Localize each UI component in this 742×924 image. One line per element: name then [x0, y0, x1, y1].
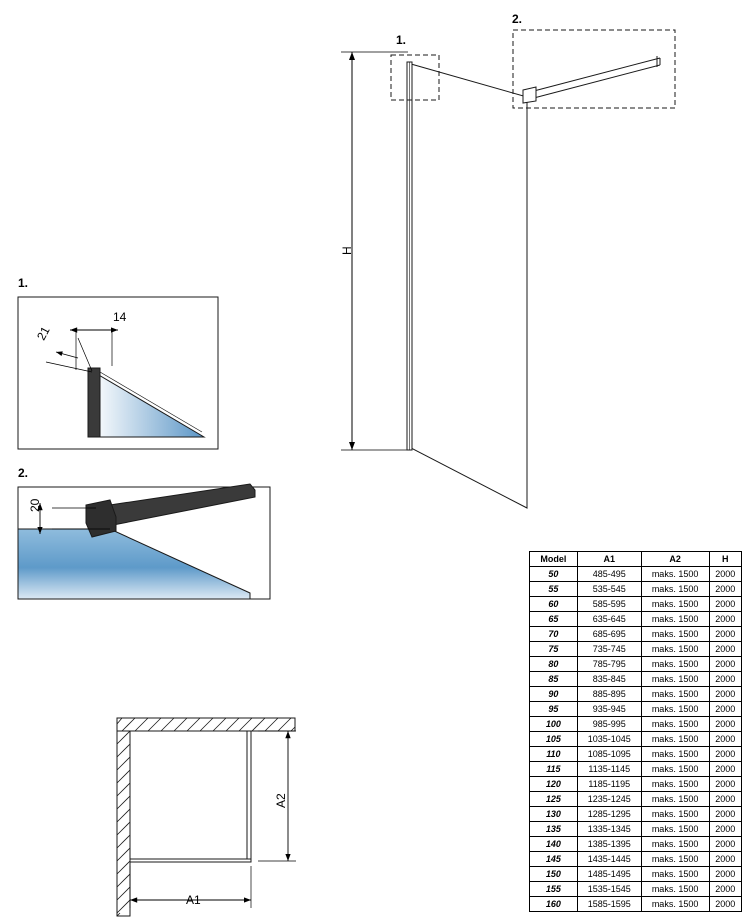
table-cell-h: 2000	[709, 747, 742, 762]
table-cell-a1: 535-545	[577, 582, 641, 597]
table-cell-h: 2000	[709, 702, 742, 717]
table-cell-a1: 835-845	[577, 672, 641, 687]
table-cell-a2: maks. 1500	[641, 612, 709, 627]
table-row	[530, 792, 742, 807]
table-cell-a1: 985-995	[577, 717, 641, 732]
table-cell-a2: maks. 1500	[641, 792, 709, 807]
table-row	[530, 762, 742, 777]
table-cell-a1: 1535-1545	[577, 882, 641, 897]
table-row	[530, 867, 742, 882]
table-cell-model: 75	[530, 642, 578, 657]
table-cell-model: 70	[530, 627, 578, 642]
table-cell-h: 2000	[709, 627, 742, 642]
table-cell-a1: 785-795	[577, 657, 641, 672]
dimension-label-20: 20	[28, 498, 42, 512]
table-cell-model: 130	[530, 807, 578, 822]
table-row	[530, 897, 742, 912]
table-cell-model: 110	[530, 747, 578, 762]
table-row	[530, 777, 742, 792]
table-cell-a1: 1385-1395	[577, 837, 641, 852]
table-cell-model: 90	[530, 687, 578, 702]
table-cell-a2: maks. 1500	[641, 732, 709, 747]
table-cell-a2: maks. 1500	[641, 807, 709, 822]
table-cell-a2: maks. 1500	[641, 657, 709, 672]
table-cell-model: 140	[530, 837, 578, 852]
table-cell-h: 2000	[709, 792, 742, 807]
table-cell-a1: 1235-1245	[577, 792, 641, 807]
table-row	[530, 852, 742, 867]
table-cell-model: 95	[530, 702, 578, 717]
table-cell-h: 2000	[709, 597, 742, 612]
table-cell-a2: maks. 1500	[641, 717, 709, 732]
table-row	[530, 597, 742, 612]
table-cell-model: 80	[530, 657, 578, 672]
table-row	[530, 627, 742, 642]
table-cell-a1: 1585-1595	[577, 897, 641, 912]
table-cell-a1: 685-695	[577, 627, 641, 642]
dimension-label-h: H	[340, 246, 354, 255]
table-cell-a2: maks. 1500	[641, 852, 709, 867]
table-cell-a1: 735-745	[577, 642, 641, 657]
detail-2-title: 2.	[18, 466, 29, 480]
table-cell-a1: 1035-1045	[577, 732, 641, 747]
table-cell-a2: maks. 1500	[641, 567, 709, 582]
table-cell-model: 85	[530, 672, 578, 687]
table-cell-model: 105	[530, 732, 578, 747]
table-cell-h: 2000	[709, 672, 742, 687]
table-cell-model: 120	[530, 777, 578, 792]
table-cell-h: 2000	[709, 837, 742, 852]
table-cell-h: 2000	[709, 852, 742, 867]
table-cell-h: 2000	[709, 807, 742, 822]
table-cell-a1: 1435-1445	[577, 852, 641, 867]
table-header-h: H	[709, 552, 742, 567]
table-cell-a1: 635-645	[577, 612, 641, 627]
table-cell-a1: 1185-1195	[577, 777, 641, 792]
table-cell-h: 2000	[709, 642, 742, 657]
table-cell-a1: 1485-1495	[577, 867, 641, 882]
table-row	[530, 567, 742, 582]
table-cell-a2: maks. 1500	[641, 687, 709, 702]
table-cell-a2: maks. 1500	[641, 837, 709, 852]
table-cell-model: 50	[530, 567, 578, 582]
table-cell-a2: maks. 1500	[641, 702, 709, 717]
table-cell-h: 2000	[709, 867, 742, 882]
table-cell-a2: maks. 1500	[641, 867, 709, 882]
table-cell-a1: 885-895	[577, 687, 641, 702]
table-row	[530, 642, 742, 657]
table-cell-h: 2000	[709, 582, 742, 597]
detail-2-view	[18, 484, 270, 599]
table-row	[530, 837, 742, 852]
table-cell-h: 2000	[709, 717, 742, 732]
table-cell-h: 2000	[709, 822, 742, 837]
table-cell-a1: 935-945	[577, 702, 641, 717]
table-cell-a2: maks. 1500	[641, 762, 709, 777]
table-row	[530, 672, 742, 687]
table-cell-a1: 1285-1295	[577, 807, 641, 822]
table-cell-a2: maks. 1500	[641, 582, 709, 597]
table-row	[530, 702, 742, 717]
dimension-label-14: 14	[113, 310, 127, 324]
callout-box-2	[513, 30, 675, 108]
table-row	[530, 807, 742, 822]
table-cell-h: 2000	[709, 612, 742, 627]
table-row	[530, 732, 742, 747]
table-header-a2: A2	[641, 552, 709, 567]
table-cell-h: 2000	[709, 657, 742, 672]
table-cell-a2: maks. 1500	[641, 882, 709, 897]
table-cell-model: 100	[530, 717, 578, 732]
dimension-label-21: 21	[34, 324, 53, 343]
table-cell-model: 125	[530, 792, 578, 807]
table-cell-a2: maks. 1500	[641, 597, 709, 612]
table-cell-h: 2000	[709, 732, 742, 747]
table-row	[530, 822, 742, 837]
detail-1-title: 1.	[18, 276, 29, 290]
table-cell-model: 155	[530, 882, 578, 897]
table-cell-model: 145	[530, 852, 578, 867]
table-row	[530, 882, 742, 897]
table-cell-a2: maks. 1500	[641, 777, 709, 792]
table-cell-model: 65	[530, 612, 578, 627]
table-cell-a2: maks. 1500	[641, 747, 709, 762]
table-cell-model: 135	[530, 822, 578, 837]
main-elevation-view	[341, 30, 675, 508]
table-cell-h: 2000	[709, 777, 742, 792]
table-row	[530, 582, 742, 597]
table-cell-a2: maks. 1500	[641, 642, 709, 657]
table-row	[530, 717, 742, 732]
table-cell-h: 2000	[709, 687, 742, 702]
plan-view	[117, 718, 296, 916]
table-row	[530, 612, 742, 627]
table-cell-model: 60	[530, 597, 578, 612]
table-cell-a1: 1135-1145	[577, 762, 641, 777]
table-cell-model: 115	[530, 762, 578, 777]
table-cell-h: 2000	[709, 762, 742, 777]
table-cell-h: 2000	[709, 567, 742, 582]
specification-table	[529, 551, 742, 912]
table-row	[530, 687, 742, 702]
dimension-label-a1: A1	[186, 893, 201, 907]
table-row	[530, 747, 742, 762]
table-cell-h: 2000	[709, 882, 742, 897]
table-cell-a1: 485-495	[577, 567, 641, 582]
table-header-a1: A1	[577, 552, 641, 567]
callout-label-2-main: 2.	[512, 12, 523, 26]
table-header-row	[530, 552, 742, 567]
table-cell-a2: maks. 1500	[641, 897, 709, 912]
table-cell-model: 160	[530, 897, 578, 912]
table-cell-a1: 1085-1095	[577, 747, 641, 762]
table-cell-a2: maks. 1500	[641, 822, 709, 837]
table-cell-a2: maks. 1500	[641, 627, 709, 642]
dimension-label-a2: A2	[274, 793, 288, 808]
table-cell-a2: maks. 1500	[641, 672, 709, 687]
table-cell-a1: 1335-1345	[577, 822, 641, 837]
table-cell-h: 2000	[709, 897, 742, 912]
callout-label-1-main: 1.	[396, 33, 407, 47]
table-header-model: Model	[530, 552, 578, 567]
table-cell-model: 55	[530, 582, 578, 597]
table-cell-a1: 585-595	[577, 597, 641, 612]
table-row	[530, 657, 742, 672]
table-cell-model: 150	[530, 867, 578, 882]
